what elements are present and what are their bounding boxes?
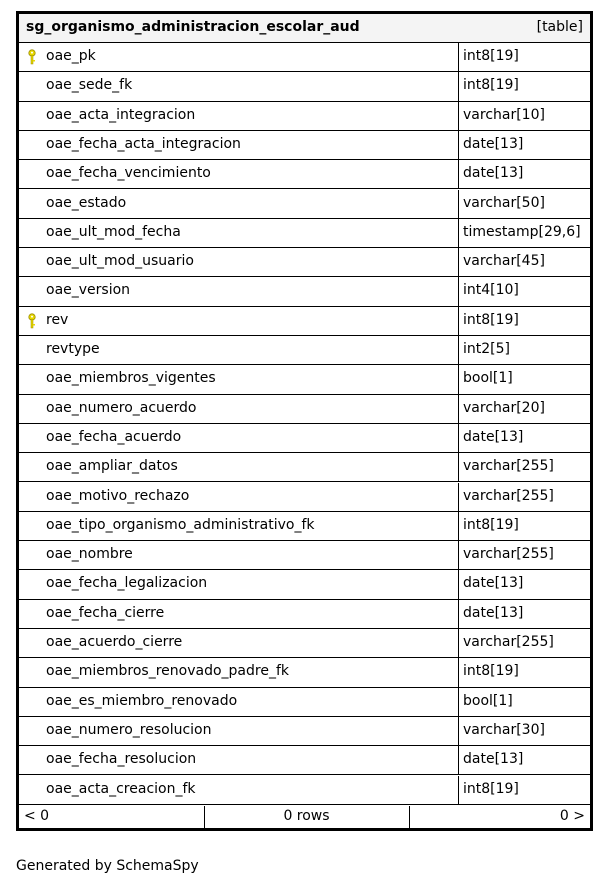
- table-title: sg_organismo_administracion_escolar_aud: [26, 19, 360, 35]
- footer-divider: [409, 806, 410, 828]
- column-name-cell: [19, 72, 459, 100]
- key-icon: [27, 49, 37, 65]
- table-kind-label: [table]: [536, 19, 583, 35]
- column-type: varchar[255]: [463, 546, 554, 563]
- column-row: [19, 453, 590, 482]
- column-name-cell: [19, 190, 459, 218]
- column-name-cell: [19, 717, 459, 745]
- column-row: [19, 72, 590, 101]
- column-name: oae_version: [46, 282, 131, 299]
- column-row: [19, 307, 590, 336]
- column-type: varchar[255]: [463, 458, 554, 475]
- column-name-cell: [19, 43, 459, 71]
- column-name-cell: [19, 629, 459, 657]
- column-type: int8[19]: [463, 48, 519, 64]
- column-name-cell: [19, 600, 459, 628]
- table-node: [16, 11, 593, 831]
- column-name-cell: [19, 307, 459, 335]
- column-row: [19, 776, 590, 805]
- column-row: [19, 219, 590, 248]
- column-name: oae_fecha_acuerdo: [46, 428, 182, 445]
- column-name: oae_ampliar_datos: [46, 458, 178, 475]
- column-name: oae_numero_acuerdo: [46, 399, 197, 416]
- footer-children-count: 0 >: [559, 807, 585, 824]
- column-name: oae_acuerdo_cierre: [46, 634, 183, 650]
- column-name: oae_miembros_vigentes: [46, 370, 216, 387]
- column-row: [19, 395, 590, 424]
- column-type: int2[5]: [463, 341, 510, 357]
- column-row: [19, 365, 590, 394]
- column-name-cell: [19, 365, 459, 393]
- column-name: oae_acta_integracion: [46, 106, 196, 123]
- column-type: varchar[255]: [463, 634, 554, 650]
- column-name-cell: [19, 776, 459, 804]
- column-type: bool[1]: [463, 370, 513, 387]
- column-name-cell: [19, 746, 459, 774]
- column-row: [19, 629, 590, 658]
- column-name-cell: [19, 336, 459, 364]
- column-row: [19, 336, 590, 365]
- column-row: [19, 541, 590, 570]
- key-icon: [27, 313, 37, 329]
- column-name-cell: [19, 570, 459, 598]
- column-type: date[13]: [463, 428, 524, 445]
- column-name: revtype: [46, 341, 100, 357]
- column-name: oae_estado: [46, 194, 127, 211]
- column-name-cell: [19, 219, 459, 247]
- column-row: [19, 160, 590, 189]
- column-row: [19, 717, 590, 746]
- column-name-cell: [19, 453, 459, 481]
- table-header: [19, 14, 590, 43]
- column-type: date[13]: [463, 751, 524, 768]
- column-row: [19, 424, 590, 453]
- column-type: int4[10]: [463, 282, 519, 299]
- column-type: varchar[45]: [463, 253, 545, 270]
- column-row: [19, 190, 590, 219]
- column-type: date[13]: [463, 135, 524, 152]
- column-row: [19, 512, 590, 541]
- column-name-cell: [19, 424, 459, 452]
- column-name: oae_fecha_vencimiento: [46, 165, 211, 182]
- column-row: [19, 277, 590, 306]
- column-name-cell: [19, 131, 459, 159]
- column-name-cell: [19, 512, 459, 540]
- column-row: [19, 600, 590, 629]
- column-type: varchar[255]: [463, 487, 554, 504]
- column-name: oae_pk: [46, 48, 96, 64]
- column-type: date[13]: [463, 575, 524, 592]
- column-name-cell: [19, 248, 459, 276]
- column-name: rev: [46, 311, 69, 328]
- column-name: oae_miembros_renovado_padre_fk: [46, 663, 289, 680]
- generated-by-caption: Generated by SchemaSpy: [16, 858, 199, 874]
- column-type: timestamp[29,6]: [463, 223, 581, 240]
- column-type: varchar[10]: [463, 106, 545, 123]
- column-row: [19, 658, 590, 687]
- column-name: oae_motivo_rechazo: [46, 487, 190, 504]
- column-name: oae_sede_fk: [46, 77, 133, 94]
- column-row: [19, 248, 590, 277]
- column-name: oae_ult_mod_fecha: [46, 223, 181, 240]
- column-type: int8[19]: [463, 77, 519, 94]
- column-name: oae_nombre: [46, 546, 133, 563]
- column-type: date[13]: [463, 604, 524, 621]
- column-name-cell: [19, 160, 459, 188]
- column-name: oae_fecha_acta_integracion: [46, 135, 241, 152]
- table-footer: [19, 805, 590, 829]
- column-row: [19, 483, 590, 512]
- column-name-cell: [19, 688, 459, 716]
- column-row: [19, 43, 590, 72]
- column-name-cell: [19, 395, 459, 423]
- column-name: oae_es_miembro_renovado: [46, 692, 238, 709]
- column-type: int8[19]: [463, 663, 519, 680]
- column-name-cell: [19, 102, 459, 130]
- column-name: oae_fecha_legalizacion: [46, 575, 208, 592]
- column-row: [19, 102, 590, 131]
- column-name: oae_tipo_organismo_administrativo_fk: [46, 516, 315, 533]
- column-name-cell: [19, 541, 459, 569]
- column-type: varchar[50]: [463, 194, 545, 211]
- column-name: oae_acta_creacion_fk: [46, 780, 196, 797]
- column-type: date[13]: [463, 165, 524, 182]
- column-type: int8[19]: [463, 311, 519, 328]
- footer-parents-count: < 0: [24, 807, 50, 824]
- column-type: bool[1]: [463, 692, 513, 709]
- column-name: oae_ult_mod_usuario: [46, 253, 194, 270]
- column-row: [19, 746, 590, 775]
- column-row: [19, 688, 590, 717]
- column-name: oae_fecha_resolucion: [46, 751, 197, 768]
- column-name: oae_fecha_cierre: [46, 604, 165, 621]
- column-type: varchar[20]: [463, 399, 545, 416]
- column-name-cell: [19, 658, 459, 686]
- column-row: [19, 570, 590, 599]
- column-type: int8[19]: [463, 516, 519, 533]
- column-type: int8[19]: [463, 780, 519, 797]
- column-row: [19, 131, 590, 160]
- column-type: varchar[30]: [463, 721, 545, 738]
- footer-row-count: 0 rows: [283, 807, 330, 824]
- column-name: oae_numero_resolucion: [46, 721, 212, 738]
- column-name-cell: [19, 483, 459, 511]
- column-name-cell: [19, 277, 459, 305]
